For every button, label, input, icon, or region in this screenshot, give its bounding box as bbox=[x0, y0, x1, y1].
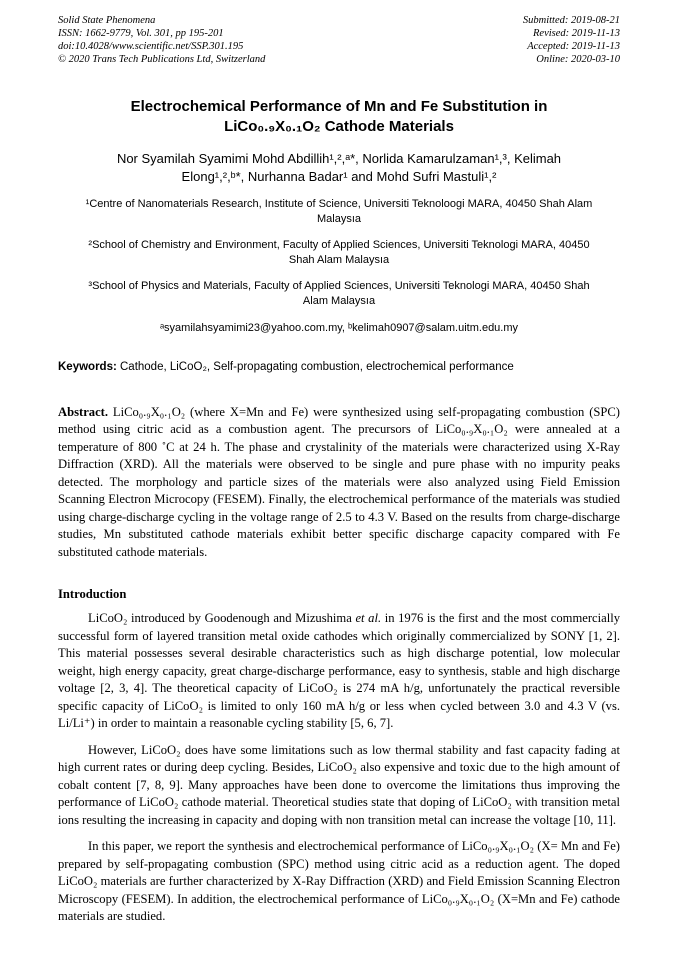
intro-p1-post: in 1976 is the first and the most commercially successful form of layered transition metal oxide cathodes which originally commercialized by SONY [1, 2]. This material possesses several desirable characteristics such as high discharge potential, low molecular weight, high energy capacity, great charge-discharge performance, easy to synthesis, stable and high discharge voltage [2, 3, 4]. The theoretical capacity of LiCoO₂ is 274 mA h/g, unfortunately the practical reversible specific capacity of LiCoO₂ is limited to only 160 mA h/g or less when cycled between 3.0 and 4.3 V (vs. Li/Li⁺) in order to maintain a reasonable cycling stability [5, 6, 7]. bbox=[58, 611, 620, 731]
journal-header bbox=[58, 14, 620, 67]
online-date: Online: 2020-03-10 bbox=[536, 54, 620, 66]
accepted-date: Accepted: 2019-11-13 bbox=[527, 41, 620, 53]
affiliation-1: ¹Centre of Nanomaterials Research, Institute of Science, Universiti Teknoloogi MARA, 40450 Shah Alam Malaysıa bbox=[85, 198, 593, 226]
paper-title: Electrochemical Performance of Mn and Fe Substitution in LiCo₀.₉X₀.₁O₂ Cathode Materials bbox=[130, 97, 548, 135]
section-heading-introduction: Introduction bbox=[58, 587, 127, 602]
journal-name: Solid State Phenomena bbox=[58, 15, 156, 26]
abstract-label: Abstract. bbox=[58, 404, 109, 419]
revised-date: Revised: 2019-11-13 bbox=[533, 28, 620, 40]
journal-info-block bbox=[58, 14, 265, 67]
intro-paragraph-1 bbox=[58, 610, 620, 733]
abstract-paragraph bbox=[58, 404, 620, 562]
author-emails: ᵃsyamilahsyamimi23@yahoo.com.my, ᵇkelimah0907@salam.uitm.edu.my bbox=[159, 322, 519, 335]
affiliation-3: ³School of Physics and Materials, Faculty of Applied Sciences, Universiti Teknologi MARA, 40450 Shah Alam Malaysıa bbox=[88, 279, 590, 307]
intro-p1-etal: et al. bbox=[355, 611, 382, 626]
journal-doi: doi:10.4028/www.scientific.net/SSP.301.195 bbox=[58, 41, 244, 53]
keywords-label: Keywords: bbox=[58, 361, 117, 374]
intro-paragraph-2: However, LiCoO₂ does have some limitations such as low thermal stability and fast capacity fading at high current rates or during deep cycling. Besides, LiCoO₂ also expensive and toxic due to the high amount of cobalt content [7, 8, 9]. Many approaches have been done to overcome the limitations thus improving the performance of LiCoO₂ cathode material. Theoretical studies state that doping of LiCoO₂ with transition metal ions resulting the increasing in capacity and doping with non transition metal can increase the voltage [10, 11]. bbox=[58, 742, 620, 827]
journal-copyright: © 2020 Trans Tech Publications Ltd, Switzerland bbox=[58, 54, 266, 66]
authors-line: Nor Syamilah Syamimi Mohd Abdillih¹,²,ᵃ*, Norlida Kamarulzaman¹,³, Kelimah Elong¹,²,ᵇ*, Nurhanna Badar¹ and Mohd Sufri Mastuli¹,² bbox=[116, 151, 562, 185]
keywords-text: Cathode, LiCoO₂, Self-propagating combustion, electrochemical performance bbox=[116, 361, 514, 374]
submitted-date: Submitted: 2019-08-21 bbox=[522, 15, 620, 26]
abstract-text: LiCo₀.₉X₀.₁O₂ (where X=Mn and Fe) were synthesized using self-propagating combustion (SPC) method using citric acid as a combustion agent. The precursors of LiCo₀.₉X₀.₁O₂ were annealed at a temperature of 800 ˚C at 24 h. The phase and crystalinity of the materials were characterized using X-Ray Diffraction (XRD). All the materials were observed to be single and pure phase with no impurity peaks detected. The morphology and particle sizes of the materials were also analyzed using Field Emission Scanning Electron Microcopy (FESEM). Finally, the electrochemical performance of the materials was studied using charge-discharge cycling in the voltage range of 2.5 to 4.3 V. Based on the results from charge-discharge studies, Mn substituted cathode materials exhibit better specific discharge capacity compared with Fe substituted cathode materials. bbox=[58, 404, 620, 559]
keywords-line bbox=[58, 360, 620, 376]
intro-paragraph-3: In this paper, we report the synthesis and electrochemical performance of LiCo₀.₉X₀.₁O₂ (X= Mn and Fe) prepared by self-propagating combustion (SPC) method using citric acid as a reduction agent. The doped LiCoO₂ materials are further characterized by X-Ray Diffraction (XRD) and Field Emission Scanning Electron Microscopy (FESEM). In addition, the electrochemical performance of LiCo₀.₉X₀.₁O₂ (X=Mn and Fe) cathode materials are studied. bbox=[58, 839, 620, 924]
submission-dates-block bbox=[523, 14, 620, 67]
intro-p1-pre: LiCoO₂ introduced by Goodenough and Mizushima bbox=[88, 611, 356, 626]
journal-issn-volume: ISSN: 1662-9779, Vol. 301, pp 195-201 bbox=[58, 28, 224, 40]
affiliation-2: ²School of Chemistry and Environment, Faculty of Applied Sciences, Universiti Teknologi MARA, 40450 Shah Alam Malaysıa bbox=[88, 239, 590, 266]
